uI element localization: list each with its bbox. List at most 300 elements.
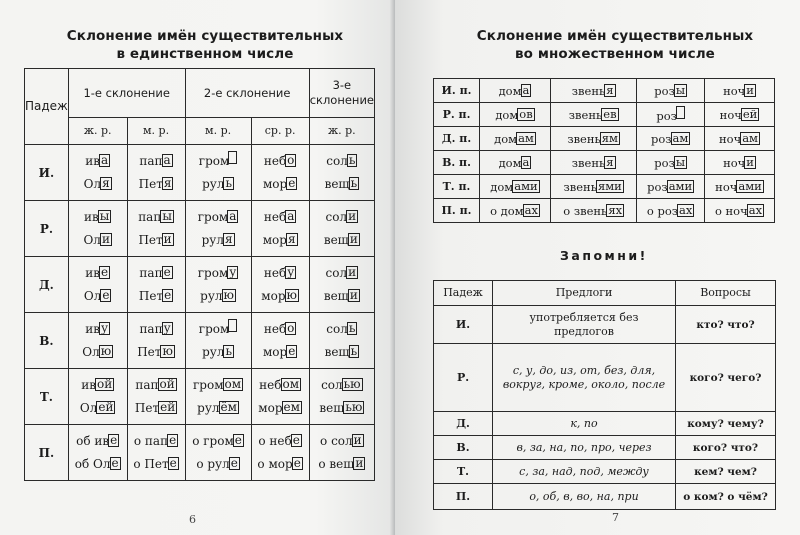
questions-cell: кому? чему?: [676, 412, 776, 436]
word-ending: а: [229, 208, 237, 223]
word: [252, 430, 309, 453]
word: [186, 430, 251, 453]
table-cell: [185, 425, 251, 481]
word: [128, 430, 185, 453]
case-label: Р.: [25, 201, 69, 257]
word-ending: а: [101, 152, 109, 167]
word-stem: сол: [326, 321, 348, 336]
word: [252, 173, 309, 196]
prep-header-row: [434, 281, 776, 306]
word-ending: и: [746, 82, 754, 97]
table-cell: [480, 199, 551, 223]
word-stem: мор: [262, 344, 288, 359]
word-ending: ью: [343, 376, 361, 391]
word: [310, 341, 374, 364]
word-ending: и: [349, 231, 358, 246]
gender-header-0: ж. р.: [68, 118, 127, 145]
table-row: [434, 460, 776, 484]
word-stem: роз: [650, 131, 672, 146]
word-ending: ей: [742, 106, 758, 121]
word: [128, 397, 185, 420]
word: [69, 374, 127, 397]
word-ending: ей: [160, 399, 176, 414]
table-cell: [637, 103, 705, 127]
word: [310, 374, 374, 397]
word-stem: об ив: [76, 433, 110, 448]
word-stem: сол: [321, 377, 343, 392]
word: [186, 453, 251, 476]
word-stem: гром: [198, 321, 230, 336]
word-stem: о пап: [133, 433, 169, 448]
case-label: Д.: [434, 412, 493, 436]
table-row: [25, 425, 375, 481]
case-label: П.: [434, 484, 493, 510]
word: [69, 285, 127, 308]
word-stem: гром: [198, 153, 230, 168]
table-row: [25, 369, 375, 425]
word: [128, 318, 185, 341]
word-stem: гром: [197, 209, 229, 224]
table-cell: [251, 313, 309, 369]
word-ending: е: [169, 432, 177, 447]
decl2-header: 2-е склонение: [185, 69, 309, 118]
word-stem: вещ: [323, 288, 349, 303]
word: [252, 229, 309, 252]
case-label: И.: [25, 145, 69, 201]
word-ending: у: [163, 320, 171, 335]
word-ending: е: [102, 287, 110, 302]
word-stem: о Пет: [133, 456, 169, 471]
word: [186, 341, 251, 364]
page-number-right: 7: [612, 511, 619, 524]
remember-heading: Запомни!: [560, 248, 648, 263]
word-stem: вещ: [323, 232, 349, 247]
word-stem: рул: [200, 288, 223, 303]
table-cell: [637, 151, 705, 175]
word-stem: рул: [202, 344, 225, 359]
table-cell: [480, 79, 551, 103]
table-cell: [127, 369, 185, 425]
word-ending: ю: [223, 287, 234, 302]
word-stem: роз: [654, 83, 675, 98]
word-ending: ам: [518, 130, 534, 145]
case-label: П.: [25, 425, 69, 481]
word-stem: звень: [571, 83, 606, 98]
word-ending: и: [746, 154, 754, 169]
word: [69, 397, 127, 420]
word: [128, 374, 185, 397]
case-label: Т.: [25, 369, 69, 425]
word-ending: я: [102, 175, 110, 190]
word-ending: е: [230, 455, 238, 470]
word-stem: звень: [567, 131, 601, 146]
word-stem: ноч: [723, 155, 746, 170]
word-ending: я: [287, 231, 296, 246]
case-label: В.: [25, 313, 69, 369]
word-stem: об Ол: [74, 456, 111, 471]
word-stem: о неб: [258, 433, 292, 448]
gender-header-1: м. р.: [127, 118, 185, 145]
word-stem: дом: [490, 179, 514, 194]
word-ending: ами: [668, 178, 693, 193]
questions-cell: кого? что?: [676, 436, 776, 460]
word-stem: мор: [261, 288, 286, 303]
word-stem: Пет: [137, 344, 162, 359]
prepositions-cell: употребляется без предлогов: [493, 306, 676, 344]
case-label: Р.: [434, 344, 493, 412]
word-ending: е: [292, 432, 300, 447]
decl3-header: 3-е склонение: [309, 69, 374, 118]
word-ending: я: [163, 175, 172, 190]
gender-header-4: ж. р.: [309, 118, 374, 145]
word-stem: роз: [654, 155, 675, 170]
word-ending: у: [287, 264, 295, 279]
prep-questions-header: Вопросы: [676, 281, 776, 306]
plural-title: [450, 27, 780, 63]
word-ending: ах: [679, 202, 693, 217]
word-stem: звень: [571, 155, 606, 170]
word-stem: роз: [656, 109, 677, 123]
table-row: [434, 436, 776, 460]
word-ending: ю: [162, 343, 173, 358]
word-ending: е: [234, 432, 242, 447]
word-stem: роз: [647, 179, 668, 194]
word-stem: ив: [85, 321, 101, 336]
singular-title-line1: Склонение имён существительных: [66, 28, 344, 44]
table-cell: [185, 257, 251, 313]
questions-cell: о ком? о чём?: [676, 484, 776, 510]
word-stem: ноч: [715, 179, 738, 194]
word: [186, 206, 251, 229]
table-cell: [309, 201, 374, 257]
word-stem: о сол: [320, 433, 353, 448]
case-label: И. п.: [434, 79, 480, 103]
word-ending: ь: [348, 152, 356, 167]
singular-title: [40, 27, 370, 63]
word-ending: ы: [162, 208, 172, 223]
word-stem: Ол: [82, 344, 100, 359]
table-cell: [309, 145, 374, 201]
table-cell: [480, 103, 551, 127]
prep-table-body: [434, 306, 776, 510]
case-label: Д.: [25, 257, 69, 313]
table-cell: [185, 313, 251, 369]
word: [128, 206, 185, 229]
word: [310, 150, 374, 173]
singular-title-line2: в единственном числе: [116, 46, 294, 62]
table-cell: [309, 257, 374, 313]
table-cell: [185, 145, 251, 201]
word-stem: дом: [498, 83, 522, 98]
word-ending: е: [164, 287, 172, 302]
word: [252, 397, 309, 420]
table-cell: [551, 79, 637, 103]
table-cell: [705, 175, 775, 199]
table-cell: [309, 313, 374, 369]
word-stem: гром: [197, 265, 229, 280]
questions-cell: кем? чем?: [676, 460, 776, 484]
word: [128, 262, 185, 285]
table-cell: [480, 151, 551, 175]
word-stem: дом: [498, 155, 522, 170]
word-ending: ам: [742, 130, 758, 145]
prepositions-cell: о, об, в, во, на, при: [493, 484, 676, 510]
word: [128, 341, 185, 364]
table-cell: [185, 201, 251, 257]
word-ending: и: [163, 231, 172, 246]
singular-table-body: [25, 145, 375, 481]
word-ending: о: [287, 152, 295, 167]
table-cell: [68, 145, 127, 201]
case-label: Т.: [434, 460, 493, 484]
word-ending: я: [606, 154, 614, 169]
word-ending: ях: [608, 202, 623, 217]
word-stem: неб: [263, 153, 287, 168]
word-ending: ью: [345, 399, 363, 414]
word-ending: е: [169, 455, 177, 470]
table-row: [434, 484, 776, 510]
word-stem: пап: [139, 265, 163, 280]
table-cell: [705, 151, 775, 175]
word-ending: ём: [220, 399, 237, 414]
word-ending: ем: [283, 399, 300, 414]
word-stem: Пет: [138, 176, 163, 191]
word: [310, 318, 374, 341]
word-stem: неб: [263, 209, 287, 224]
table-row: [25, 313, 375, 369]
word: [69, 206, 127, 229]
word-ending: е: [163, 264, 171, 279]
word-ending: [676, 106, 685, 119]
table-cell: [551, 151, 637, 175]
word: [69, 318, 127, 341]
decl1-header: 1-е склонение: [68, 69, 185, 118]
word-stem: вещ: [324, 344, 350, 359]
table-cell: [127, 145, 185, 201]
word-ending: и: [355, 455, 364, 470]
word: [252, 150, 309, 173]
word: [186, 374, 251, 397]
plural-declension-table: [433, 78, 775, 223]
table-cell: [705, 199, 775, 223]
word-ending: ев: [603, 106, 617, 121]
table-cell: [551, 199, 637, 223]
word-ending: я: [606, 82, 614, 97]
plural-title-line1: Склонение имён существительных: [476, 28, 754, 44]
word-ending: е: [101, 264, 109, 279]
table-row: [434, 199, 775, 223]
word-ending: и: [353, 432, 362, 447]
word-ending: ой: [96, 376, 113, 391]
table-cell: [251, 425, 309, 481]
word-ending: и: [101, 231, 110, 246]
table-cell: [185, 369, 251, 425]
word-ending: ом: [282, 376, 300, 391]
word: [69, 341, 127, 364]
word: [310, 285, 374, 308]
table-cell: [251, 257, 309, 313]
table-cell: [551, 127, 637, 151]
word-ending: а: [522, 82, 530, 97]
prep-preps-header: Предлоги: [493, 281, 676, 306]
word-ending: ам: [672, 130, 689, 145]
word: [128, 150, 185, 173]
word-stem: рул: [197, 400, 220, 415]
word: [186, 318, 251, 341]
word-stem: мор: [262, 176, 288, 191]
plural-title-line2: во множественном числе: [515, 46, 715, 62]
word-stem: неб: [263, 265, 287, 280]
word-ending: [228, 319, 237, 332]
word: [128, 453, 185, 476]
case-label: П. п.: [434, 199, 480, 223]
word: [69, 173, 127, 196]
case-label: Д. п.: [434, 127, 480, 151]
word-stem: о ноч: [714, 203, 748, 218]
word-stem: рул: [202, 176, 225, 191]
word-ending: и: [348, 264, 357, 279]
table-cell: [637, 175, 705, 199]
word-stem: ив: [81, 377, 96, 392]
word-stem: ив: [84, 209, 99, 224]
table-cell: [551, 175, 637, 199]
table-cell: [309, 425, 374, 481]
word-stem: пап: [139, 321, 163, 336]
word: [128, 285, 185, 308]
word-ending: ов: [519, 106, 533, 121]
word-stem: неб: [259, 377, 282, 392]
word-stem: ноч: [723, 83, 746, 98]
word: [128, 229, 185, 252]
table-row: [25, 201, 375, 257]
word: [310, 229, 374, 252]
word-stem: ноч: [718, 131, 742, 146]
word-ending: ом: [224, 376, 242, 391]
prepositions-cell: к, по: [493, 412, 676, 436]
word-stem: о звень: [563, 203, 608, 218]
word: [310, 206, 374, 229]
table-cell: [68, 425, 127, 481]
prepositions-cell: с, за, над, под, между: [493, 460, 676, 484]
word-stem: о мор: [257, 456, 293, 471]
word: [69, 430, 127, 453]
word-ending: ами: [514, 178, 538, 193]
word: [310, 430, 374, 453]
word-ending: ь: [350, 343, 358, 358]
prep-case-header: Падеж: [434, 281, 493, 306]
plural-table-body: [434, 79, 775, 223]
table-row: [434, 344, 776, 412]
table-cell: [309, 369, 374, 425]
word: [186, 397, 251, 420]
gender-header-row: [25, 118, 375, 145]
table-cell: [68, 369, 127, 425]
word-stem: дом: [495, 107, 519, 122]
word-stem: Пет: [138, 288, 164, 303]
table-cell: [705, 103, 775, 127]
word-stem: о гром: [192, 433, 234, 448]
prepositions-cell: в, за, на, по, про, через: [493, 436, 676, 460]
word: [69, 150, 127, 173]
word-ending: ы: [99, 208, 110, 223]
word-stem: сол: [325, 209, 348, 224]
word-stem: Ол: [83, 176, 102, 191]
word-ending: у: [101, 320, 109, 335]
word-stem: пап: [135, 377, 159, 392]
table-row: [434, 103, 775, 127]
table-header-row: [25, 69, 375, 118]
word-stem: вещ: [319, 400, 345, 415]
word-stem: Ол: [83, 288, 102, 303]
word-ending: я: [224, 231, 233, 246]
word-stem: о роз: [646, 203, 679, 218]
word: [69, 453, 127, 476]
word: [252, 285, 309, 308]
table-cell: [637, 199, 705, 223]
word-stem: Пет: [138, 232, 163, 247]
table-cell: [551, 103, 637, 127]
word-stem: рул: [201, 232, 224, 247]
word-ending: и: [348, 208, 357, 223]
word-ending: ь: [225, 343, 233, 358]
case-column-header: Падеж: [25, 69, 69, 145]
table-cell: [705, 127, 775, 151]
word: [128, 173, 185, 196]
word: [69, 229, 127, 252]
table-cell: [68, 257, 127, 313]
case-label: В.: [434, 436, 493, 460]
case-label: И.: [434, 306, 493, 344]
word-stem: о рул: [196, 456, 230, 471]
word-stem: о вещ: [318, 456, 355, 471]
word-stem: Ол: [83, 232, 101, 247]
case-label: Т. п.: [434, 175, 480, 199]
word-ending: и: [349, 287, 358, 302]
word-ending: ю: [286, 287, 297, 302]
word: [310, 397, 374, 420]
word: [252, 318, 309, 341]
gender-header-2: м. р.: [185, 118, 251, 145]
table-cell: [127, 313, 185, 369]
left-page: [0, 0, 395, 535]
word-stem: мор: [258, 400, 283, 415]
word: [186, 173, 251, 196]
word-stem: звень: [563, 179, 597, 194]
prepositions-table: [433, 280, 776, 510]
word-ending: а: [522, 154, 530, 169]
word-ending: ы: [675, 82, 686, 97]
table-cell: [68, 201, 127, 257]
word-ending: ю: [100, 343, 112, 358]
questions-cell: кого? чего?: [676, 344, 776, 412]
case-label: Р. п.: [434, 103, 480, 127]
word-ending: ям: [601, 130, 618, 145]
table-row: [25, 145, 375, 201]
table-row: [434, 151, 775, 175]
table-cell: [251, 201, 309, 257]
word-ending: е: [111, 455, 119, 470]
word-stem: ив: [85, 265, 101, 280]
word-stem: мор: [262, 232, 287, 247]
case-label: В. п.: [434, 151, 480, 175]
word: [252, 262, 309, 285]
table-cell: [480, 127, 551, 151]
word: [252, 374, 309, 397]
word-ending: ы: [675, 154, 686, 169]
word-ending: ь: [348, 320, 356, 335]
table-row: [25, 257, 375, 313]
word-ending: ах: [748, 202, 763, 217]
